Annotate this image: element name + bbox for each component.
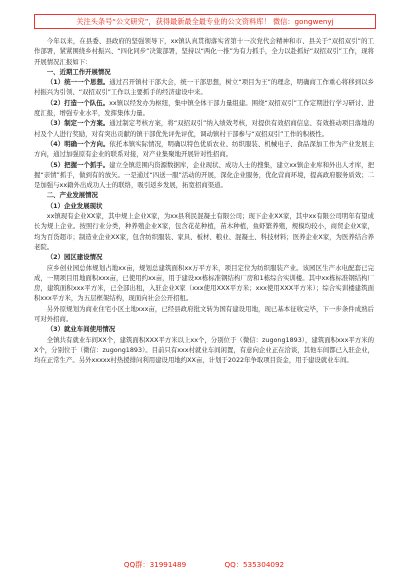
paragraph-text: 另外原规划为商业住宅小区土地xxx亩，已经县政府批文转为国有建设用地，现已基本征收完毕，下一步条件成熟后可对外招商。 [34,304,374,324]
paragraph [34,118,374,139]
footer-qq: QQ：535304092 [224,560,285,569]
paragraph-text: 通过召开镇村干部大会，统一干部思想，树立“项目为王”的理念，明确商工作重心将移到以乡村振兴为引领、“双招双引”工作以主要抓手的经济建设中来。 [34,78,374,97]
subsection-heading: （3）就业车间使用情况 [46,325,116,334]
paragraph [34,211,374,252]
paragraph-text: 建立全镇范围内资源数据库，企业现状、成功人士的搜集，建立xx镇企业库和外出人才库，把握“亲情”抓手，做到有的放矢。一是通过“四送一服”活动的开展，深化企业服务，优化营商环境，提高政府服务质效；二是加强与xx籍外出成功人士的联络，吸引返乡发展，拓宽招商渠道。 [34,160,374,190]
paragraph-text: 今年以来，在县委、县政府的坚强领导下，xx镇认真贯彻落实省第十一次党代会精神和市、县关于“双招双引”的工作部署，紧紧围绕乡村振兴、“四化同步”决策部署，坚持以“两化一推”为有力抓手，全力以赴抓好“双招双引”工作，现将开展情况汇报如下： [34,37,374,66]
paragraph-text: xx镇以经发办为枢纽，集中镇全体干部力量组建。围绕“双招双引”工作定期进行学习研讨、进度汇报，增强专业水平，发挥集体力量。 [34,98,375,118]
paragraph-lead: （3）制定一个方案。 [46,119,110,128]
paragraph [34,263,374,304]
paragraph-text: 全镇共有就业车间XX个，建筑面积XXX平方米以上xx个，分别位于（微信：zugong1893），建筑面积xxx平方米的X个，分别位于（微信：zugong1893）。目前只有xxx村就业车间闲置，有意向企业正在洽谈，其他车间都已入驻企业，均在正常生产。另外xxxxx村热援排问利用建设用地约XX亩，计划于2022年争取项目资金，用于建设就业车间。 [34,335,374,365]
footer-qq-group: QQ群：31991489 [123,560,187,569]
paragraph-lead: （1）统一一个思想。 [46,78,110,87]
paragraph [34,98,374,119]
paragraph [34,36,374,67]
subsection-heading: （1）企业发展现状 [46,201,103,210]
paragraph [34,335,374,366]
paragraph-text: 应乡创业园总体规划占地xx亩，规划总建筑面积xx万平方米，项目定位为纺织服装产业。该园区生产水电配套已完成，一期项目用地面积xxx亩，已使用约xx亩，用于建设xx栋标准钢结构厂房和1栋综合实训楼。其中xx栋标准钢结构厂房，建筑面积xxx平方米，已全部出租，入驻企业X家（xxx使用XXX平方米；xxx使用XXX平方米）；综合实训楼建筑面积xxx平方米，为五层框架结构，现面向社会公开招租。 [34,263,374,303]
subsection-heading: （2）园区建设情况 [46,253,103,262]
paragraph [34,304,374,325]
paragraph-text: xx镇现有企业XX家，其中规上企业X家，为xx县利民混凝土有限公司；现下企业XX家，其中xx有限公司明年有望成长为规上企业。按照行业分类，种养殖企业X家，包含花花种植，苗木种植，鱼虾繁养殖，规模均较小，商贸企业X家，均为百货超市；制造业企业XX家，包含纺织服装、家具、板材、粮业、混凝土、科技材料；医养企业X家，为医养结合养老院。 [34,212,374,251]
paragraph [34,139,374,160]
paragraph-text: 通过制定考核方案，将“双招双引”纳入绩效考核，对提供有效招商信息、有效推动项目落地的村及个人进行奖励，对有突出贡献的镇干部优先评先评优，调动镇村干部参与“双招双引”工作的积极性。 [34,119,374,138]
section-heading: 一、近期工作开展情况 [46,67,111,76]
paragraph-lead: （4）明确一个方向。 [46,139,110,148]
footer [0,559,408,571]
paragraph-text: 依托本镇实际情况，明确以特色优质农业、纺织服装、机械电子、食品深加工作为产业发展主方向，通过加强原有企业的联系对接，对产业集聚地开展针对性招商。 [34,139,374,159]
section-heading: 二、产业发展情况 [46,191,98,200]
paragraph [34,160,374,191]
paragraph-lead: （2）打造一个队伍。 [46,98,110,107]
document-body [34,36,374,366]
promo-banner: 关注头条号“公文研究”，获得最新最全最专业的公文资料库！ 微信：gongwenyj [34,14,376,29]
paragraph-lead: （5）把握一个抓手。 [46,160,110,169]
paragraph [34,77,374,98]
